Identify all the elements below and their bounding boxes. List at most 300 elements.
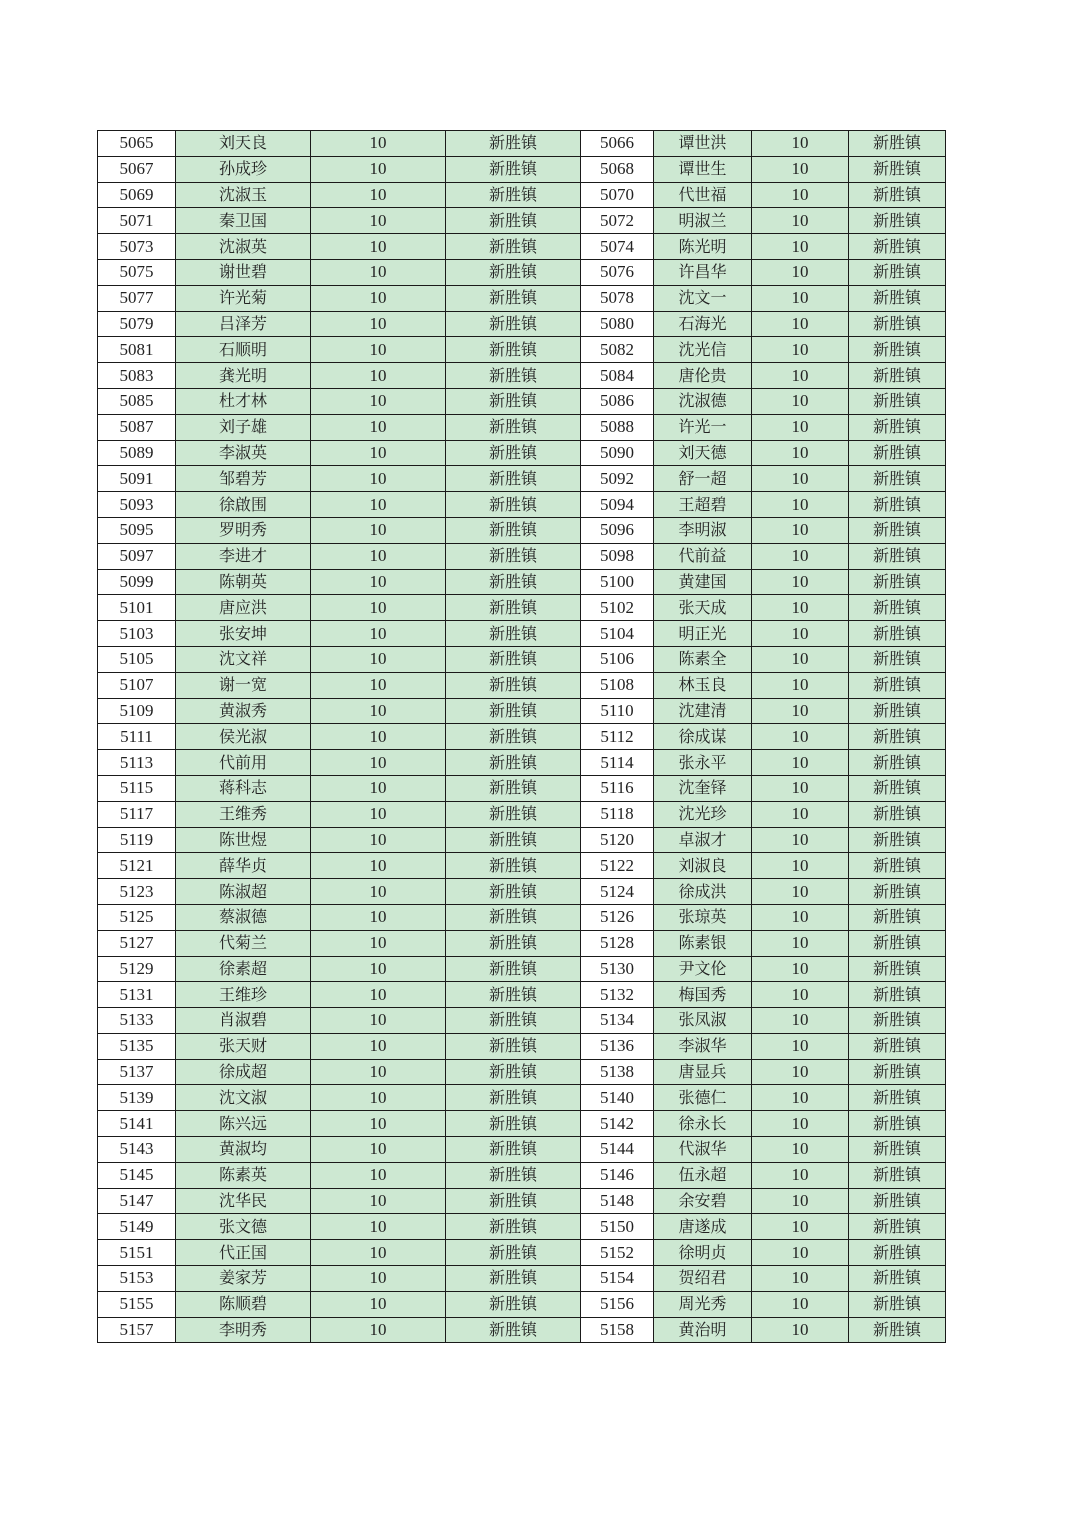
table-row bbox=[98, 853, 946, 879]
id-cell: 5071 bbox=[98, 208, 176, 234]
amount-cell: 10 bbox=[752, 724, 849, 750]
town-cell: 新胜镇 bbox=[446, 750, 581, 776]
table-row bbox=[98, 414, 946, 440]
amount-cell: 10 bbox=[752, 621, 849, 647]
table-row bbox=[98, 440, 946, 466]
roster-body bbox=[98, 131, 946, 1343]
name-cell: 唐伦贵 bbox=[654, 363, 752, 389]
id-cell: 5131 bbox=[98, 982, 176, 1008]
town-cell: 新胜镇 bbox=[446, 646, 581, 672]
id-cell: 5087 bbox=[98, 414, 176, 440]
table-row bbox=[98, 1214, 946, 1240]
town-cell: 新胜镇 bbox=[849, 801, 946, 827]
table-row bbox=[98, 1317, 946, 1343]
id-cell: 5083 bbox=[98, 363, 176, 389]
table-row bbox=[98, 234, 946, 260]
name-cell: 孙成珍 bbox=[176, 156, 311, 182]
town-cell: 新胜镇 bbox=[446, 569, 581, 595]
id-cell: 5101 bbox=[98, 595, 176, 621]
id-cell: 5102 bbox=[581, 595, 654, 621]
town-cell: 新胜镇 bbox=[849, 827, 946, 853]
id-cell: 5129 bbox=[98, 956, 176, 982]
name-cell: 黄淑秀 bbox=[176, 698, 311, 724]
town-cell: 新胜镇 bbox=[849, 363, 946, 389]
amount-cell: 10 bbox=[311, 414, 446, 440]
name-cell: 徐成谋 bbox=[654, 724, 752, 750]
table-row bbox=[98, 517, 946, 543]
id-cell: 5120 bbox=[581, 827, 654, 853]
name-cell: 石海光 bbox=[654, 311, 752, 337]
amount-cell: 10 bbox=[752, 698, 849, 724]
name-cell: 陈顺碧 bbox=[176, 1291, 311, 1317]
amount-cell: 10 bbox=[311, 1033, 446, 1059]
town-cell: 新胜镇 bbox=[849, 1162, 946, 1188]
name-cell: 沈奎铎 bbox=[654, 775, 752, 801]
town-cell: 新胜镇 bbox=[446, 337, 581, 363]
amount-cell: 10 bbox=[752, 1111, 849, 1137]
town-cell: 新胜镇 bbox=[446, 698, 581, 724]
id-cell: 5099 bbox=[98, 569, 176, 595]
town-cell: 新胜镇 bbox=[849, 517, 946, 543]
name-cell: 肖淑碧 bbox=[176, 1008, 311, 1034]
name-cell: 张永平 bbox=[654, 750, 752, 776]
amount-cell: 10 bbox=[752, 646, 849, 672]
amount-cell: 10 bbox=[311, 259, 446, 285]
town-cell: 新胜镇 bbox=[446, 388, 581, 414]
town-cell: 新胜镇 bbox=[849, 234, 946, 260]
town-cell: 新胜镇 bbox=[446, 285, 581, 311]
table-row bbox=[98, 1033, 946, 1059]
amount-cell: 10 bbox=[752, 182, 849, 208]
town-cell: 新胜镇 bbox=[849, 724, 946, 750]
town-cell: 新胜镇 bbox=[446, 982, 581, 1008]
amount-cell: 10 bbox=[752, 956, 849, 982]
town-cell: 新胜镇 bbox=[446, 672, 581, 698]
town-cell: 新胜镇 bbox=[849, 1188, 946, 1214]
name-cell: 沈文祥 bbox=[176, 646, 311, 672]
id-cell: 5107 bbox=[98, 672, 176, 698]
town-cell: 新胜镇 bbox=[446, 1033, 581, 1059]
table-row bbox=[98, 131, 946, 157]
name-cell: 蒋科志 bbox=[176, 775, 311, 801]
amount-cell: 10 bbox=[311, 853, 446, 879]
amount-cell: 10 bbox=[311, 208, 446, 234]
town-cell: 新胜镇 bbox=[446, 879, 581, 905]
id-cell: 5074 bbox=[581, 234, 654, 260]
name-cell: 代前益 bbox=[654, 543, 752, 569]
town-cell: 新胜镇 bbox=[446, 1291, 581, 1317]
id-cell: 5121 bbox=[98, 853, 176, 879]
table-row bbox=[98, 466, 946, 492]
name-cell: 代正国 bbox=[176, 1240, 311, 1266]
table-row bbox=[98, 750, 946, 776]
name-cell: 谢世碧 bbox=[176, 259, 311, 285]
town-cell: 新胜镇 bbox=[849, 930, 946, 956]
id-cell: 5066 bbox=[581, 131, 654, 157]
amount-cell: 10 bbox=[752, 466, 849, 492]
name-cell: 许光菊 bbox=[176, 285, 311, 311]
amount-cell: 10 bbox=[752, 775, 849, 801]
name-cell: 黄建国 bbox=[654, 569, 752, 595]
id-cell: 5158 bbox=[581, 1317, 654, 1343]
town-cell: 新胜镇 bbox=[849, 879, 946, 905]
table-row bbox=[98, 672, 946, 698]
amount-cell: 10 bbox=[752, 1059, 849, 1085]
amount-cell: 10 bbox=[311, 1266, 446, 1292]
id-cell: 5079 bbox=[98, 311, 176, 337]
amount-cell: 10 bbox=[752, 904, 849, 930]
town-cell: 新胜镇 bbox=[849, 569, 946, 595]
amount-cell: 10 bbox=[752, 1085, 849, 1111]
name-cell: 刘天良 bbox=[176, 131, 311, 157]
id-cell: 5128 bbox=[581, 930, 654, 956]
amount-cell: 10 bbox=[311, 595, 446, 621]
town-cell: 新胜镇 bbox=[849, 156, 946, 182]
town-cell: 新胜镇 bbox=[446, 1008, 581, 1034]
name-cell: 周光秀 bbox=[654, 1291, 752, 1317]
id-cell: 5146 bbox=[581, 1162, 654, 1188]
name-cell: 蔡淑德 bbox=[176, 904, 311, 930]
id-cell: 5117 bbox=[98, 801, 176, 827]
town-cell: 新胜镇 bbox=[849, 1214, 946, 1240]
name-cell: 徐明贞 bbox=[654, 1240, 752, 1266]
amount-cell: 10 bbox=[311, 234, 446, 260]
town-cell: 新胜镇 bbox=[446, 414, 581, 440]
town-cell: 新胜镇 bbox=[849, 904, 946, 930]
town-cell: 新胜镇 bbox=[446, 1162, 581, 1188]
town-cell: 新胜镇 bbox=[446, 956, 581, 982]
amount-cell: 10 bbox=[752, 879, 849, 905]
table-row bbox=[98, 698, 946, 724]
name-cell: 李明淑 bbox=[654, 517, 752, 543]
table-row bbox=[98, 621, 946, 647]
name-cell: 明淑兰 bbox=[654, 208, 752, 234]
amount-cell: 10 bbox=[752, 827, 849, 853]
name-cell: 秦卫国 bbox=[176, 208, 311, 234]
amount-cell: 10 bbox=[311, 827, 446, 853]
table-row bbox=[98, 156, 946, 182]
town-cell: 新胜镇 bbox=[849, 672, 946, 698]
name-cell: 李淑英 bbox=[176, 440, 311, 466]
town-cell: 新胜镇 bbox=[446, 517, 581, 543]
table-row bbox=[98, 1240, 946, 1266]
amount-cell: 10 bbox=[752, 363, 849, 389]
town-cell: 新胜镇 bbox=[849, 182, 946, 208]
amount-cell: 10 bbox=[311, 621, 446, 647]
id-cell: 5091 bbox=[98, 466, 176, 492]
id-cell: 5150 bbox=[581, 1214, 654, 1240]
name-cell: 陈兴远 bbox=[176, 1111, 311, 1137]
name-cell: 余安碧 bbox=[654, 1188, 752, 1214]
town-cell: 新胜镇 bbox=[446, 208, 581, 234]
table-row bbox=[98, 363, 946, 389]
name-cell: 沈文淑 bbox=[176, 1085, 311, 1111]
amount-cell: 10 bbox=[311, 724, 446, 750]
id-cell: 5135 bbox=[98, 1033, 176, 1059]
town-cell: 新胜镇 bbox=[446, 1214, 581, 1240]
town-cell: 新胜镇 bbox=[849, 750, 946, 776]
town-cell: 新胜镇 bbox=[446, 259, 581, 285]
id-cell: 5123 bbox=[98, 879, 176, 905]
id-cell: 5148 bbox=[581, 1188, 654, 1214]
id-cell: 5095 bbox=[98, 517, 176, 543]
name-cell: 石顺明 bbox=[176, 337, 311, 363]
name-cell: 王维秀 bbox=[176, 801, 311, 827]
amount-cell: 10 bbox=[752, 1240, 849, 1266]
table-row bbox=[98, 1291, 946, 1317]
amount-cell: 10 bbox=[752, 1214, 849, 1240]
amount-cell: 10 bbox=[752, 311, 849, 337]
name-cell: 徐素超 bbox=[176, 956, 311, 982]
id-cell: 5068 bbox=[581, 156, 654, 182]
table-row bbox=[98, 311, 946, 337]
table-row bbox=[98, 337, 946, 363]
town-cell: 新胜镇 bbox=[446, 1111, 581, 1137]
amount-cell: 10 bbox=[311, 311, 446, 337]
amount-cell: 10 bbox=[311, 646, 446, 672]
town-cell: 新胜镇 bbox=[446, 1240, 581, 1266]
name-cell: 陈朝英 bbox=[176, 569, 311, 595]
id-cell: 5147 bbox=[98, 1188, 176, 1214]
id-cell: 5151 bbox=[98, 1240, 176, 1266]
name-cell: 唐遂成 bbox=[654, 1214, 752, 1240]
name-cell: 邹碧芳 bbox=[176, 466, 311, 492]
name-cell: 沈淑德 bbox=[654, 388, 752, 414]
amount-cell: 10 bbox=[752, 1317, 849, 1343]
id-cell: 5114 bbox=[581, 750, 654, 776]
id-cell: 5085 bbox=[98, 388, 176, 414]
amount-cell: 10 bbox=[311, 492, 446, 518]
amount-cell: 10 bbox=[311, 930, 446, 956]
id-cell: 5130 bbox=[581, 956, 654, 982]
name-cell: 徐成超 bbox=[176, 1059, 311, 1085]
id-cell: 5154 bbox=[581, 1266, 654, 1292]
id-cell: 5122 bbox=[581, 853, 654, 879]
name-cell: 刘淑良 bbox=[654, 853, 752, 879]
name-cell: 贺绍君 bbox=[654, 1266, 752, 1292]
id-cell: 5075 bbox=[98, 259, 176, 285]
id-cell: 5088 bbox=[581, 414, 654, 440]
id-cell: 5073 bbox=[98, 234, 176, 260]
id-cell: 5139 bbox=[98, 1085, 176, 1111]
name-cell: 代菊兰 bbox=[176, 930, 311, 956]
town-cell: 新胜镇 bbox=[849, 698, 946, 724]
id-cell: 5112 bbox=[581, 724, 654, 750]
town-cell: 新胜镇 bbox=[849, 1085, 946, 1111]
amount-cell: 10 bbox=[752, 414, 849, 440]
id-cell: 5113 bbox=[98, 750, 176, 776]
id-cell: 5157 bbox=[98, 1317, 176, 1343]
amount-cell: 10 bbox=[752, 595, 849, 621]
town-cell: 新胜镇 bbox=[849, 543, 946, 569]
town-cell: 新胜镇 bbox=[446, 131, 581, 157]
town-cell: 新胜镇 bbox=[446, 853, 581, 879]
amount-cell: 10 bbox=[752, 1291, 849, 1317]
id-cell: 5096 bbox=[581, 517, 654, 543]
roster-table bbox=[97, 130, 946, 1343]
id-cell: 5100 bbox=[581, 569, 654, 595]
town-cell: 新胜镇 bbox=[446, 182, 581, 208]
id-cell: 5077 bbox=[98, 285, 176, 311]
name-cell: 王超碧 bbox=[654, 492, 752, 518]
name-cell: 陈素全 bbox=[654, 646, 752, 672]
id-cell: 5153 bbox=[98, 1266, 176, 1292]
amount-cell: 10 bbox=[311, 182, 446, 208]
id-cell: 5097 bbox=[98, 543, 176, 569]
id-cell: 5156 bbox=[581, 1291, 654, 1317]
town-cell: 新胜镇 bbox=[849, 646, 946, 672]
town-cell: 新胜镇 bbox=[446, 363, 581, 389]
name-cell: 林玉良 bbox=[654, 672, 752, 698]
name-cell: 刘天德 bbox=[654, 440, 752, 466]
name-cell: 徐永长 bbox=[654, 1111, 752, 1137]
table-row bbox=[98, 208, 946, 234]
id-cell: 5155 bbox=[98, 1291, 176, 1317]
amount-cell: 10 bbox=[311, 388, 446, 414]
amount-cell: 10 bbox=[311, 982, 446, 1008]
amount-cell: 10 bbox=[311, 1240, 446, 1266]
name-cell: 吕泽芳 bbox=[176, 311, 311, 337]
town-cell: 新胜镇 bbox=[446, 827, 581, 853]
name-cell: 沈建清 bbox=[654, 698, 752, 724]
id-cell: 5115 bbox=[98, 775, 176, 801]
town-cell: 新胜镇 bbox=[849, 1008, 946, 1034]
id-cell: 5149 bbox=[98, 1214, 176, 1240]
name-cell: 伍永超 bbox=[654, 1162, 752, 1188]
amount-cell: 10 bbox=[311, 750, 446, 776]
table-row bbox=[98, 595, 946, 621]
id-cell: 5065 bbox=[98, 131, 176, 157]
id-cell: 5110 bbox=[581, 698, 654, 724]
amount-cell: 10 bbox=[752, 208, 849, 234]
name-cell: 徐啟围 bbox=[176, 492, 311, 518]
name-cell: 陈素银 bbox=[654, 930, 752, 956]
name-cell: 陈光明 bbox=[654, 234, 752, 260]
id-cell: 5134 bbox=[581, 1008, 654, 1034]
amount-cell: 10 bbox=[311, 698, 446, 724]
id-cell: 5067 bbox=[98, 156, 176, 182]
town-cell: 新胜镇 bbox=[446, 1266, 581, 1292]
name-cell: 谢一宽 bbox=[176, 672, 311, 698]
amount-cell: 10 bbox=[311, 363, 446, 389]
name-cell: 谭世洪 bbox=[654, 131, 752, 157]
town-cell: 新胜镇 bbox=[446, 1085, 581, 1111]
table-row bbox=[98, 259, 946, 285]
name-cell: 许光一 bbox=[654, 414, 752, 440]
name-cell: 徐成洪 bbox=[654, 879, 752, 905]
id-cell: 5136 bbox=[581, 1033, 654, 1059]
name-cell: 尹文伦 bbox=[654, 956, 752, 982]
id-cell: 5116 bbox=[581, 775, 654, 801]
town-cell: 新胜镇 bbox=[849, 1291, 946, 1317]
id-cell: 5080 bbox=[581, 311, 654, 337]
name-cell: 刘子雄 bbox=[176, 414, 311, 440]
amount-cell: 10 bbox=[311, 1111, 446, 1137]
amount-cell: 10 bbox=[752, 259, 849, 285]
town-cell: 新胜镇 bbox=[849, 1137, 946, 1163]
name-cell: 张天财 bbox=[176, 1033, 311, 1059]
town-cell: 新胜镇 bbox=[849, 131, 946, 157]
town-cell: 新胜镇 bbox=[849, 595, 946, 621]
name-cell: 张天成 bbox=[654, 595, 752, 621]
amount-cell: 10 bbox=[311, 879, 446, 905]
town-cell: 新胜镇 bbox=[849, 1317, 946, 1343]
town-cell: 新胜镇 bbox=[849, 775, 946, 801]
name-cell: 陈淑超 bbox=[176, 879, 311, 905]
amount-cell: 10 bbox=[311, 775, 446, 801]
amount-cell: 10 bbox=[752, 156, 849, 182]
id-cell: 5133 bbox=[98, 1008, 176, 1034]
name-cell: 张安坤 bbox=[176, 621, 311, 647]
amount-cell: 10 bbox=[311, 904, 446, 930]
town-cell: 新胜镇 bbox=[446, 801, 581, 827]
town-cell: 新胜镇 bbox=[849, 1059, 946, 1085]
id-cell: 5118 bbox=[581, 801, 654, 827]
table-row bbox=[98, 1162, 946, 1188]
town-cell: 新胜镇 bbox=[849, 208, 946, 234]
id-cell: 5140 bbox=[581, 1085, 654, 1111]
amount-cell: 10 bbox=[752, 517, 849, 543]
name-cell: 杜才林 bbox=[176, 388, 311, 414]
name-cell: 姜家芳 bbox=[176, 1266, 311, 1292]
amount-cell: 10 bbox=[311, 569, 446, 595]
id-cell: 5089 bbox=[98, 440, 176, 466]
name-cell: 张文德 bbox=[176, 1214, 311, 1240]
amount-cell: 10 bbox=[752, 1137, 849, 1163]
town-cell: 新胜镇 bbox=[446, 1317, 581, 1343]
id-cell: 5143 bbox=[98, 1137, 176, 1163]
amount-cell: 10 bbox=[752, 569, 849, 595]
id-cell: 5119 bbox=[98, 827, 176, 853]
table-row bbox=[98, 956, 946, 982]
id-cell: 5145 bbox=[98, 1162, 176, 1188]
town-cell: 新胜镇 bbox=[446, 595, 581, 621]
id-cell: 5144 bbox=[581, 1137, 654, 1163]
id-cell: 5082 bbox=[581, 337, 654, 363]
amount-cell: 10 bbox=[752, 388, 849, 414]
table-row bbox=[98, 982, 946, 1008]
table-row bbox=[98, 1266, 946, 1292]
name-cell: 李明秀 bbox=[176, 1317, 311, 1343]
town-cell: 新胜镇 bbox=[446, 1059, 581, 1085]
id-cell: 5127 bbox=[98, 930, 176, 956]
table-row bbox=[98, 1137, 946, 1163]
name-cell: 黄淑均 bbox=[176, 1137, 311, 1163]
amount-cell: 10 bbox=[311, 956, 446, 982]
name-cell: 侯光淑 bbox=[176, 724, 311, 750]
amount-cell: 10 bbox=[752, 930, 849, 956]
id-cell: 5111 bbox=[98, 724, 176, 750]
table-row bbox=[98, 569, 946, 595]
town-cell: 新胜镇 bbox=[849, 311, 946, 337]
name-cell: 薛华贞 bbox=[176, 853, 311, 879]
town-cell: 新胜镇 bbox=[849, 492, 946, 518]
amount-cell: 10 bbox=[752, 750, 849, 776]
id-cell: 5138 bbox=[581, 1059, 654, 1085]
town-cell: 新胜镇 bbox=[446, 1188, 581, 1214]
amount-cell: 10 bbox=[311, 801, 446, 827]
town-cell: 新胜镇 bbox=[849, 285, 946, 311]
amount-cell: 10 bbox=[311, 1214, 446, 1240]
amount-cell: 10 bbox=[311, 1008, 446, 1034]
amount-cell: 10 bbox=[311, 1162, 446, 1188]
amount-cell: 10 bbox=[311, 1085, 446, 1111]
town-cell: 新胜镇 bbox=[849, 337, 946, 363]
name-cell: 许昌华 bbox=[654, 259, 752, 285]
name-cell: 代前用 bbox=[176, 750, 311, 776]
table-row bbox=[98, 1085, 946, 1111]
id-cell: 5142 bbox=[581, 1111, 654, 1137]
